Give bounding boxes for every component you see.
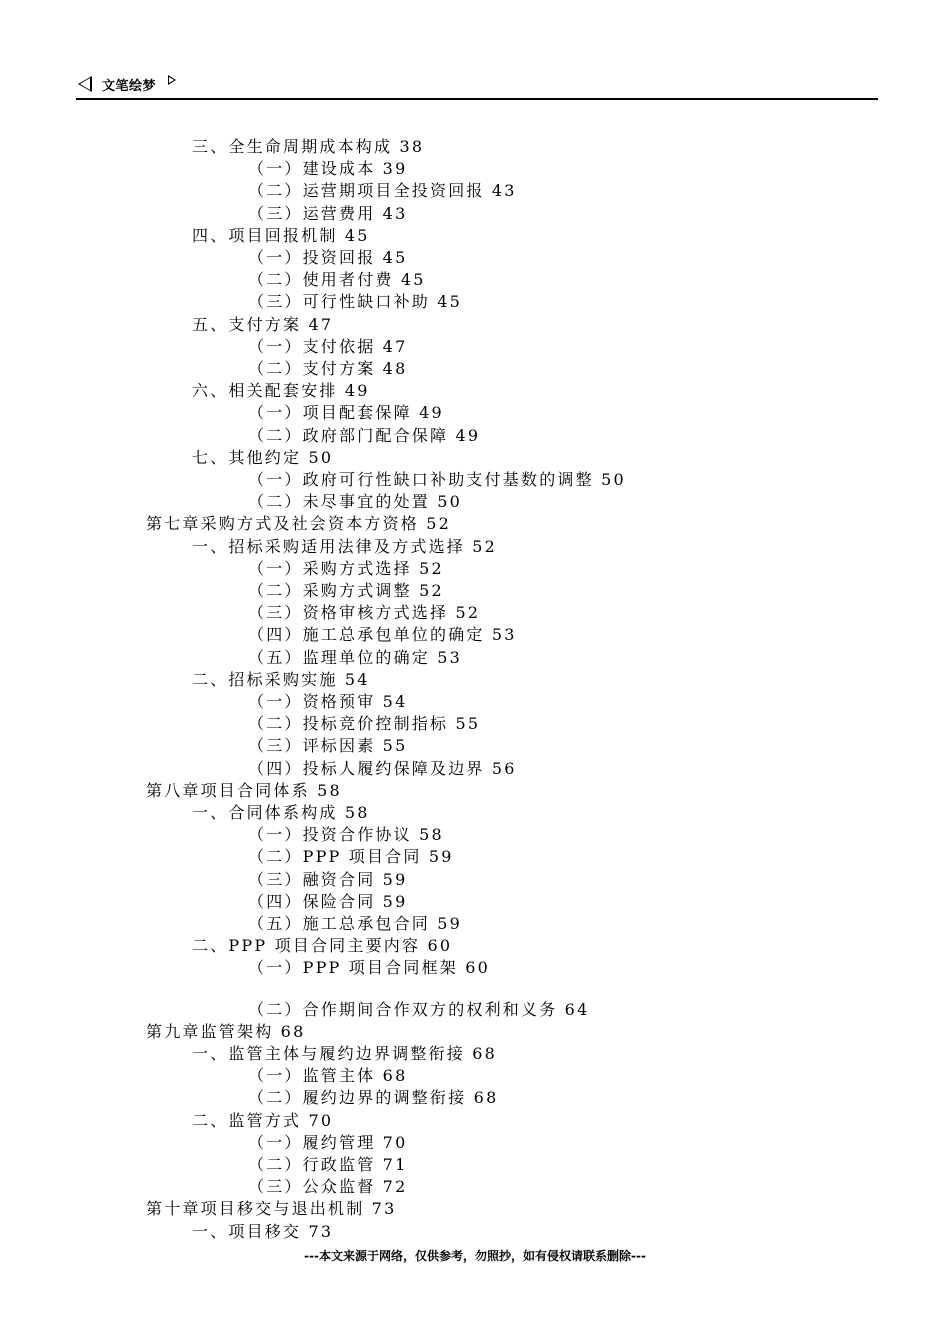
toc-subsection: （二）采购方式调整 52: [248, 581, 444, 600]
toc-section: 七、其他约定 50: [192, 447, 334, 467]
toc-section: 一、监管主体与履约边界调整衔接 68: [192, 1044, 498, 1063]
toc-subsection: （一）投资回报 45: [248, 248, 408, 267]
toc-subsection: （二）运营期项目全投资回报 43: [248, 181, 517, 201]
toc-subsection: （三）公众监督 72: [248, 1177, 408, 1197]
toc-subsection: （三）融资合同 59: [248, 869, 408, 889]
toc-subsection: （二）PPP 项目合同 59: [248, 847, 454, 867]
toc-subsection: （二）未尽事宜的处置 50: [248, 492, 463, 512]
toc-section: 一、项目移交 73: [192, 1221, 334, 1241]
toc-subsection: （四）施工总承包单位的确定 53: [248, 625, 517, 645]
toc-subsection: （二）支付方案 48: [248, 359, 408, 378]
toc-chapter: 第十章项目移交与退出机制 73: [146, 1199, 397, 1219]
toc-subsection: （二）政府部门配合保障 49: [248, 425, 481, 445]
toc-chapter: 第八章项目合同体系 58: [146, 780, 342, 800]
toc-subsection: （三）资格审核方式选择 52: [248, 603, 481, 623]
toc-section: 三、全生命周期成本构成 38: [192, 137, 425, 156]
toc-section: 一、合同体系构成 58: [192, 803, 370, 822]
toc-subsection: （一）支付依据 47: [248, 336, 408, 356]
toc-subsection: （一）建设成本 39: [248, 159, 408, 179]
toc-section: 四、项目回报机制 45: [192, 225, 370, 245]
toc-subsection: （二）合作期间合作双方的权利和义务 64: [248, 999, 590, 1019]
toc-subsection: （五）施工总承包合同 59: [248, 914, 463, 933]
footer-disclaimer: ---本文来源于网络，仅供参考，勿照抄，如有侵权请联系删除---: [304, 1249, 646, 1263]
toc-chapter: 第七章采购方式及社会资本方资格 52: [146, 514, 452, 534]
toc-section: 五、支付方案 47: [192, 314, 334, 334]
toc-subsection: （五）监理单位的确定 53: [248, 647, 463, 667]
toc-section: 六、相关配套安排 49: [192, 381, 370, 401]
header-title: 文笔绘梦: [102, 79, 157, 94]
page-header: [76, 72, 878, 100]
toc-section: 一、招标采购适用法律及方式选择 52: [192, 536, 498, 556]
toc-subsection: （三）运营费用 43: [248, 203, 408, 223]
toc-subsection: （三）可行性缺口补助 45: [248, 292, 463, 312]
toc-subsection: （二）履约边界的调整衔接 68: [248, 1088, 499, 1108]
toc-subsection: （四）投标人履约保障及边界 56: [248, 758, 517, 778]
triangle-right-icon: [168, 75, 176, 85]
toc-subsection: （一）PPP 项目合同框架 60: [248, 958, 491, 978]
toc-section: 二、PPP 项目合同主要内容 60: [192, 936, 453, 956]
toc-section: 二、招标采购实施 54: [192, 669, 370, 689]
toc-subsection: （一）监管主体 68: [248, 1066, 408, 1086]
toc-subsection: （四）保险合同 59: [248, 891, 408, 911]
toc-subsection: （三）评标因素 55: [248, 736, 408, 756]
toc-subsection: （二）使用者付费 45: [248, 270, 426, 290]
toc-subsection: （二）行政监管 71: [248, 1155, 408, 1174]
toc-chapter: 第九章监管架构 68: [146, 1021, 306, 1041]
toc-subsection: （一）投资合作协议 58: [248, 825, 444, 845]
toc-subsection: （一）履约管理 70: [248, 1132, 408, 1152]
toc-section: 二、监管方式 70: [192, 1110, 334, 1130]
toc-subsection: （一）资格预审 54: [248, 692, 408, 711]
toc-subsection: （一）采购方式选择 52: [248, 558, 444, 578]
toc-subsection: （一）项目配套保障 49: [248, 403, 444, 423]
toc-subsection: （二）投标竞价控制指标 55: [248, 714, 481, 734]
toc-subsection: （一）政府可行性缺口补助支付基数的调整 50: [248, 470, 626, 489]
triangle-left-icon: [78, 76, 92, 92]
